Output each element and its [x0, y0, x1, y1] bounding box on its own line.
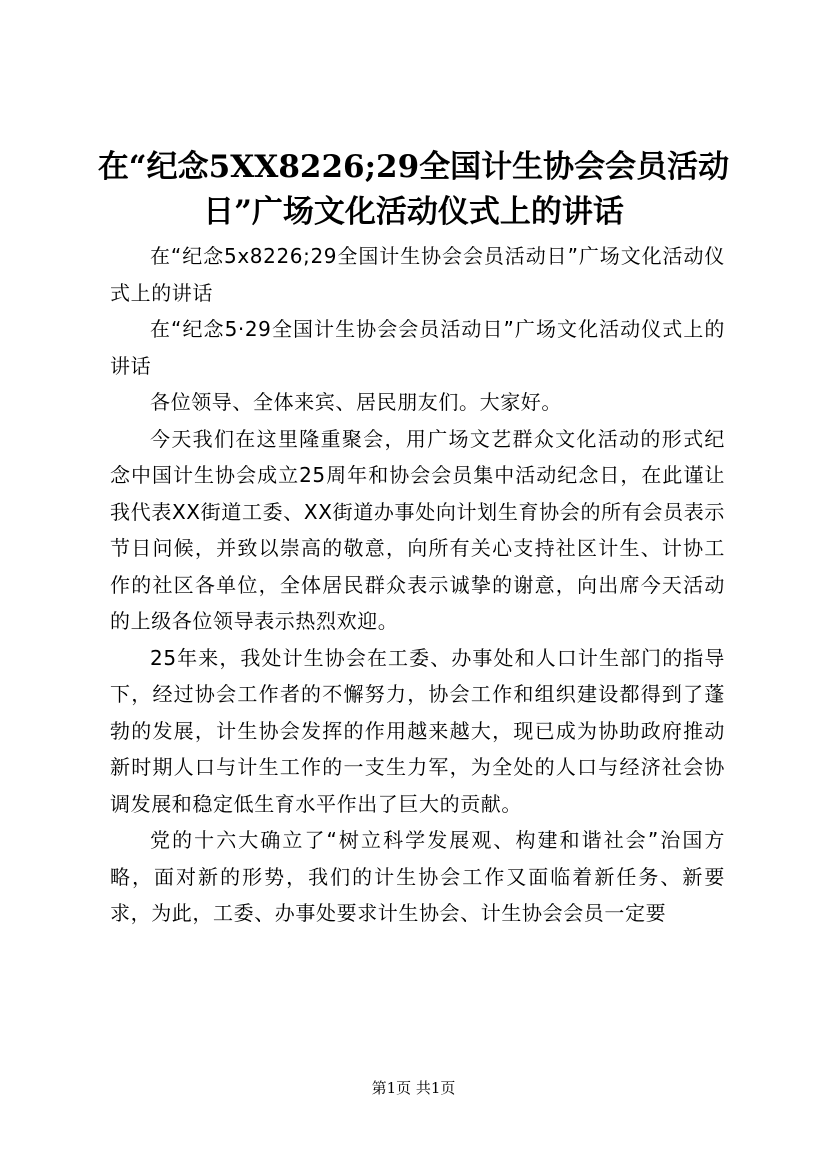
document-body: [110, 238, 725, 932]
document-title: 在“纪念5XX8226;29全国计生协会会员活动日”广场文化活动仪式上的讲话: [97, 149, 730, 230]
paragraph-achievements: 25年来，我处计生协会在工委、办事处和人口计生部门的指导下，经过协会工作者的不懈努力，协会工作和组织建设都得到了蓬勃的发展，计生协会发挥的作用越来越大，现已成为协助政府推动新时期人口与计生工作的一支生力军，为全处的人口与经济社会协调发展和稳定低生育水平作出了巨大的贡献。: [110, 645, 725, 816]
paragraph-opening: 今天我们在这里隆重聚会，用广场文艺群众文化活动的形式纪念中国计生协会成立25周年和协会会员集中活动纪念日，在此谨让我代表XX街道工委、XX街道办事处向计划生育协会的所有会员表示节日问候，并致以崇高的敬意，向所有关心支持社区计生、计协工作的社区各单位，全体居民群众表示诚挚的谢意，向出席今天活动的上级各位领导表示热烈欢迎。: [110, 426, 725, 633]
paragraph-repeated-title-2: 在“纪念5·29全国计生协会会员活动日”广场文化活动仪式上的讲话: [110, 317, 725, 378]
paragraph-new-tasks: 党的十六大确立了“树立科学发展观、构建和谐社会”治国方略，面对新的形势，我们的计生协会工作又面临着新任务、新要求，为此，工委、办事处要求计生协会、计生协会会员一定要: [110, 828, 725, 925]
paragraph-repeated-title-1: 在“纪念5x8226;29全国计生协会会员活动日”广场文化活动仪式上的讲话: [110, 244, 725, 305]
page-number-footer: 第1页 共1页: [371, 1079, 456, 1097]
paragraph-greeting: 各位领导、全体来宾、居民朋友们。大家好。: [150, 390, 562, 414]
